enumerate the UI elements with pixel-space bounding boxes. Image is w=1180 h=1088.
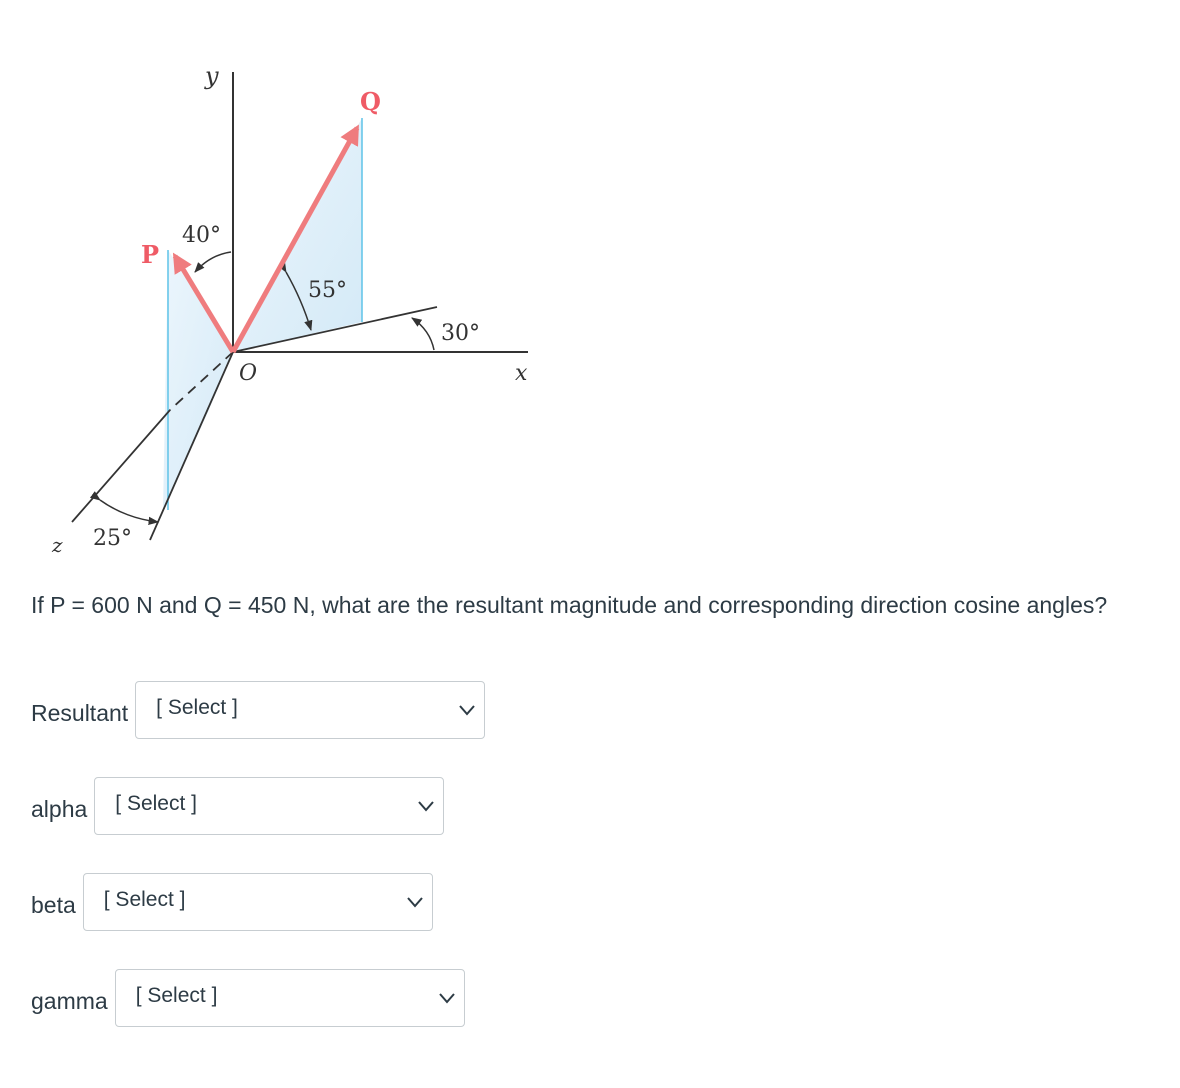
resultant-row xyxy=(31,681,485,739)
label-p: P xyxy=(141,240,160,269)
label-25: 25° xyxy=(93,526,132,551)
gamma-label: gamma xyxy=(31,987,108,1014)
label-y: y xyxy=(205,62,219,90)
label-30: 30° xyxy=(441,321,480,346)
gamma-select-value: [ Select ] xyxy=(135,984,218,1007)
angle-25-arc xyxy=(100,500,158,522)
angle-40-arc xyxy=(195,252,231,272)
label-z: z xyxy=(52,533,63,557)
label-origin: O xyxy=(239,361,258,386)
chevron-down-icon xyxy=(459,704,475,716)
resultant-select[interactable] xyxy=(135,681,485,739)
label-q: Q xyxy=(360,87,381,116)
beta-row xyxy=(31,873,433,931)
z-axis xyxy=(72,410,170,522)
label-40: 40° xyxy=(182,223,221,248)
alpha-select-value: [ Select ] xyxy=(115,792,197,815)
p-plane xyxy=(163,250,233,510)
gamma-row xyxy=(31,969,465,1027)
chevron-down-icon xyxy=(439,992,455,1004)
beta-label: beta xyxy=(31,891,76,918)
label-x: x xyxy=(515,361,528,386)
chevron-down-icon xyxy=(407,896,423,908)
alpha-row xyxy=(31,777,444,835)
alpha-label: alpha xyxy=(31,795,88,822)
question-text: If P = 600 N and Q = 450 N, what are the resultant magnitude and corresponding direction cosine angles? xyxy=(31,592,1108,618)
label-55: 55° xyxy=(308,278,347,303)
force-diagram xyxy=(0,0,560,570)
beta-select-value: [ Select ] xyxy=(103,888,186,911)
alpha-select[interactable] xyxy=(94,777,444,835)
gamma-select[interactable] xyxy=(115,969,465,1027)
beta-select[interactable] xyxy=(83,873,433,931)
resultant-select-value: [ Select ] xyxy=(156,696,238,719)
resultant-label: Resultant xyxy=(31,699,129,726)
angle-30-arc xyxy=(412,318,434,350)
chevron-down-icon xyxy=(418,800,434,812)
